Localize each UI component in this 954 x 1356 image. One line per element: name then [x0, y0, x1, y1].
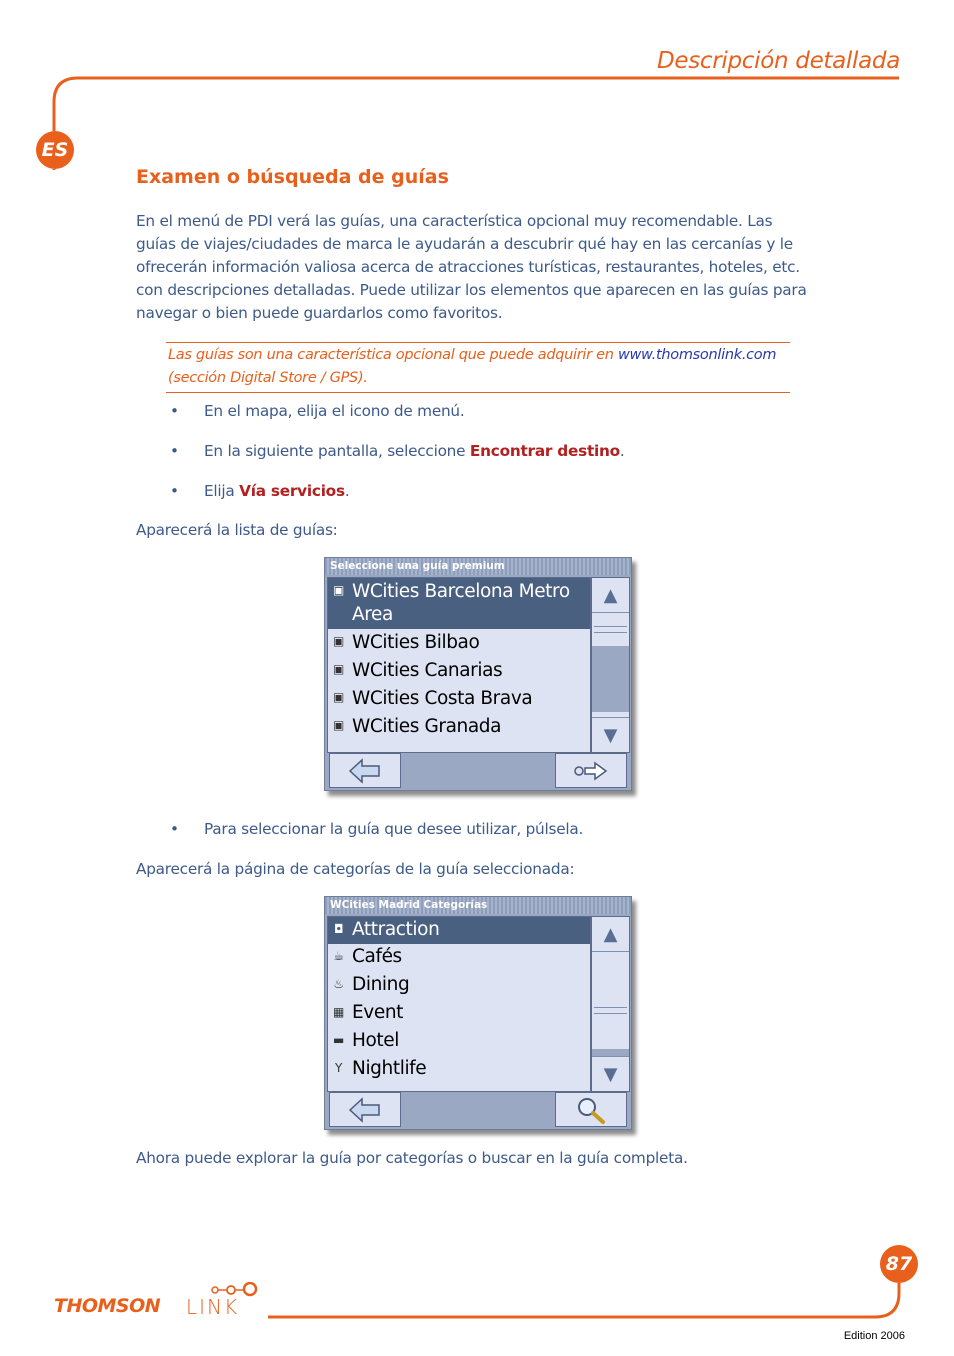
bottom-bar — [327, 753, 629, 787]
list-item-label: Attraction — [352, 919, 440, 940]
triangle-down-icon: ▼ — [603, 724, 618, 746]
bullet-item — [170, 482, 349, 500]
bullet-text: Elija — [204, 482, 240, 500]
scrollbar[interactable] — [591, 916, 630, 1092]
calendar-icon: ▦ — [333, 1005, 344, 1019]
list-item[interactable] — [328, 685, 590, 713]
scroll-thumb[interactable] — [592, 646, 629, 712]
back-button[interactable] — [329, 1092, 401, 1127]
edition-label: Edition 2006 — [843, 1330, 905, 1342]
screen-title: WCities Madrid Categorías — [325, 897, 631, 914]
bullet-bold: Encontrar destino — [469, 442, 620, 460]
intro-paragraph: En el menú de PDI verá las guías, una característica opcional muy recomendable. Las guías de viajes/ciudades de marca le ayudarán a descubrir qué hay en las cercanías y le ofrecerán información valiosa acerca de atracciones turísticas, restaurantes, hoteles, etc. con descripciones detalladas. Puede utilizar los elementos que aparecen en las guías para navegar o bien puede guardarlos como favoritos. — [136, 212, 807, 322]
guide-list — [327, 577, 591, 753]
list-item[interactable] — [328, 629, 590, 657]
bullet-post: . — [344, 482, 350, 500]
note-text-end: (sección Digital Store / GPS). — [168, 370, 368, 386]
list-item[interactable] — [328, 1028, 590, 1056]
category-list — [327, 916, 591, 1092]
list-item[interactable] — [328, 1000, 590, 1028]
scrollbar[interactable] — [591, 577, 630, 753]
thomsonlink-link[interactable]: www.thomsonlink.com — [617, 347, 777, 363]
bullet-text: En la siguiente pantalla, seleccione — [204, 442, 470, 460]
bullet-dot: • — [170, 482, 179, 500]
arrow-left-icon — [348, 1097, 382, 1123]
list-item[interactable] — [328, 917, 590, 944]
bullet-text: Para seleccionar la guía que desee utilizar, púlsela. — [204, 820, 584, 838]
guide-list-intro: Aparecerá la lista de guías: — [136, 521, 338, 539]
bullet-dot: • — [170, 442, 179, 460]
wcities-icon: ▣ — [333, 718, 344, 732]
screen-title: Seleccione una guía premium — [325, 558, 631, 575]
search-button[interactable] — [555, 1092, 627, 1127]
list-item-label: Dining — [352, 974, 410, 995]
bottom-bar — [327, 1092, 629, 1126]
cup-icon: ☕ — [333, 949, 344, 963]
list-item[interactable] — [328, 713, 590, 741]
list-item-label: WCities Granada — [352, 716, 502, 737]
list-item-label: WCities Costa Brava — [352, 688, 533, 709]
arrow-right-icon — [573, 760, 609, 782]
bullet-item — [170, 442, 625, 460]
bed-icon: ▬ — [333, 1033, 344, 1047]
note-text: Las guías son una característica opcional que puede adquirir en — [168, 347, 618, 363]
list-item-label: Nightlife — [352, 1058, 427, 1079]
list-item-label: WCities Bilbao — [352, 632, 480, 653]
brand-thomson: THOMSON — [54, 1295, 161, 1317]
triangle-up-icon: ▲ — [603, 923, 618, 945]
bullet-post: . — [619, 442, 625, 460]
list-item-label: WCities Barcelona Metro Area — [352, 581, 570, 625]
category-screen — [324, 896, 632, 1130]
list-item-label: Event — [352, 1002, 403, 1023]
triangle-up-icon: ▲ — [603, 584, 618, 606]
header-title: Descripción detallada — [656, 48, 900, 74]
bullet-item — [170, 402, 464, 420]
back-button[interactable] — [329, 753, 401, 788]
list-item[interactable] — [328, 1056, 590, 1084]
list-item[interactable] — [328, 972, 590, 1000]
list-item[interactable] — [328, 944, 590, 972]
scroll-up-button[interactable] — [592, 917, 629, 952]
language-badge: ES — [36, 131, 74, 169]
list-item-label: Hotel — [352, 1030, 400, 1051]
list-item-label: WCities Canarias — [352, 660, 503, 681]
bullet-bold: Vía servicios — [239, 482, 345, 500]
magnifier-icon — [576, 1096, 606, 1124]
camera-icon: ◘ — [333, 922, 344, 936]
scroll-down-button[interactable] — [592, 717, 629, 752]
dining-icon: ♨ — [333, 977, 344, 991]
scroll-grip — [594, 626, 627, 633]
note-box — [166, 342, 790, 393]
arrow-left-icon — [348, 758, 382, 784]
category-intro: Aparecerá la página de categorías de la guía seleccionada: — [136, 860, 575, 878]
page-number-badge: 87 — [880, 1245, 918, 1283]
brand-link: LINK — [186, 1295, 240, 1319]
wcities-icon: ▣ — [333, 662, 344, 676]
scroll-grip — [594, 1007, 627, 1014]
wcities-icon: ▣ — [333, 690, 344, 704]
closing-paragraph: Ahora puede explorar la guía por categorías o buscar en la guía completa. — [136, 1149, 688, 1167]
bullet-dot: • — [170, 820, 179, 838]
guide-list-screen — [324, 557, 632, 791]
list-item[interactable] — [328, 578, 590, 629]
scroll-down-button[interactable] — [592, 1056, 629, 1091]
bullet-text: En el mapa, elija el icono de menú. — [204, 402, 465, 420]
bullet-item — [170, 820, 583, 838]
wcities-icon: ▣ — [333, 583, 344, 597]
scroll-up-button[interactable] — [592, 578, 629, 613]
cocktail-icon: Y — [335, 1061, 342, 1075]
list-item[interactable] — [328, 657, 590, 685]
bullet-dot: • — [170, 402, 179, 420]
wcities-icon: ▣ — [333, 634, 344, 648]
section-title: Examen o búsqueda de guías — [136, 166, 449, 188]
next-button[interactable] — [555, 753, 627, 788]
triangle-down-icon: ▼ — [603, 1063, 618, 1085]
list-item-label: Cafés — [352, 946, 402, 967]
